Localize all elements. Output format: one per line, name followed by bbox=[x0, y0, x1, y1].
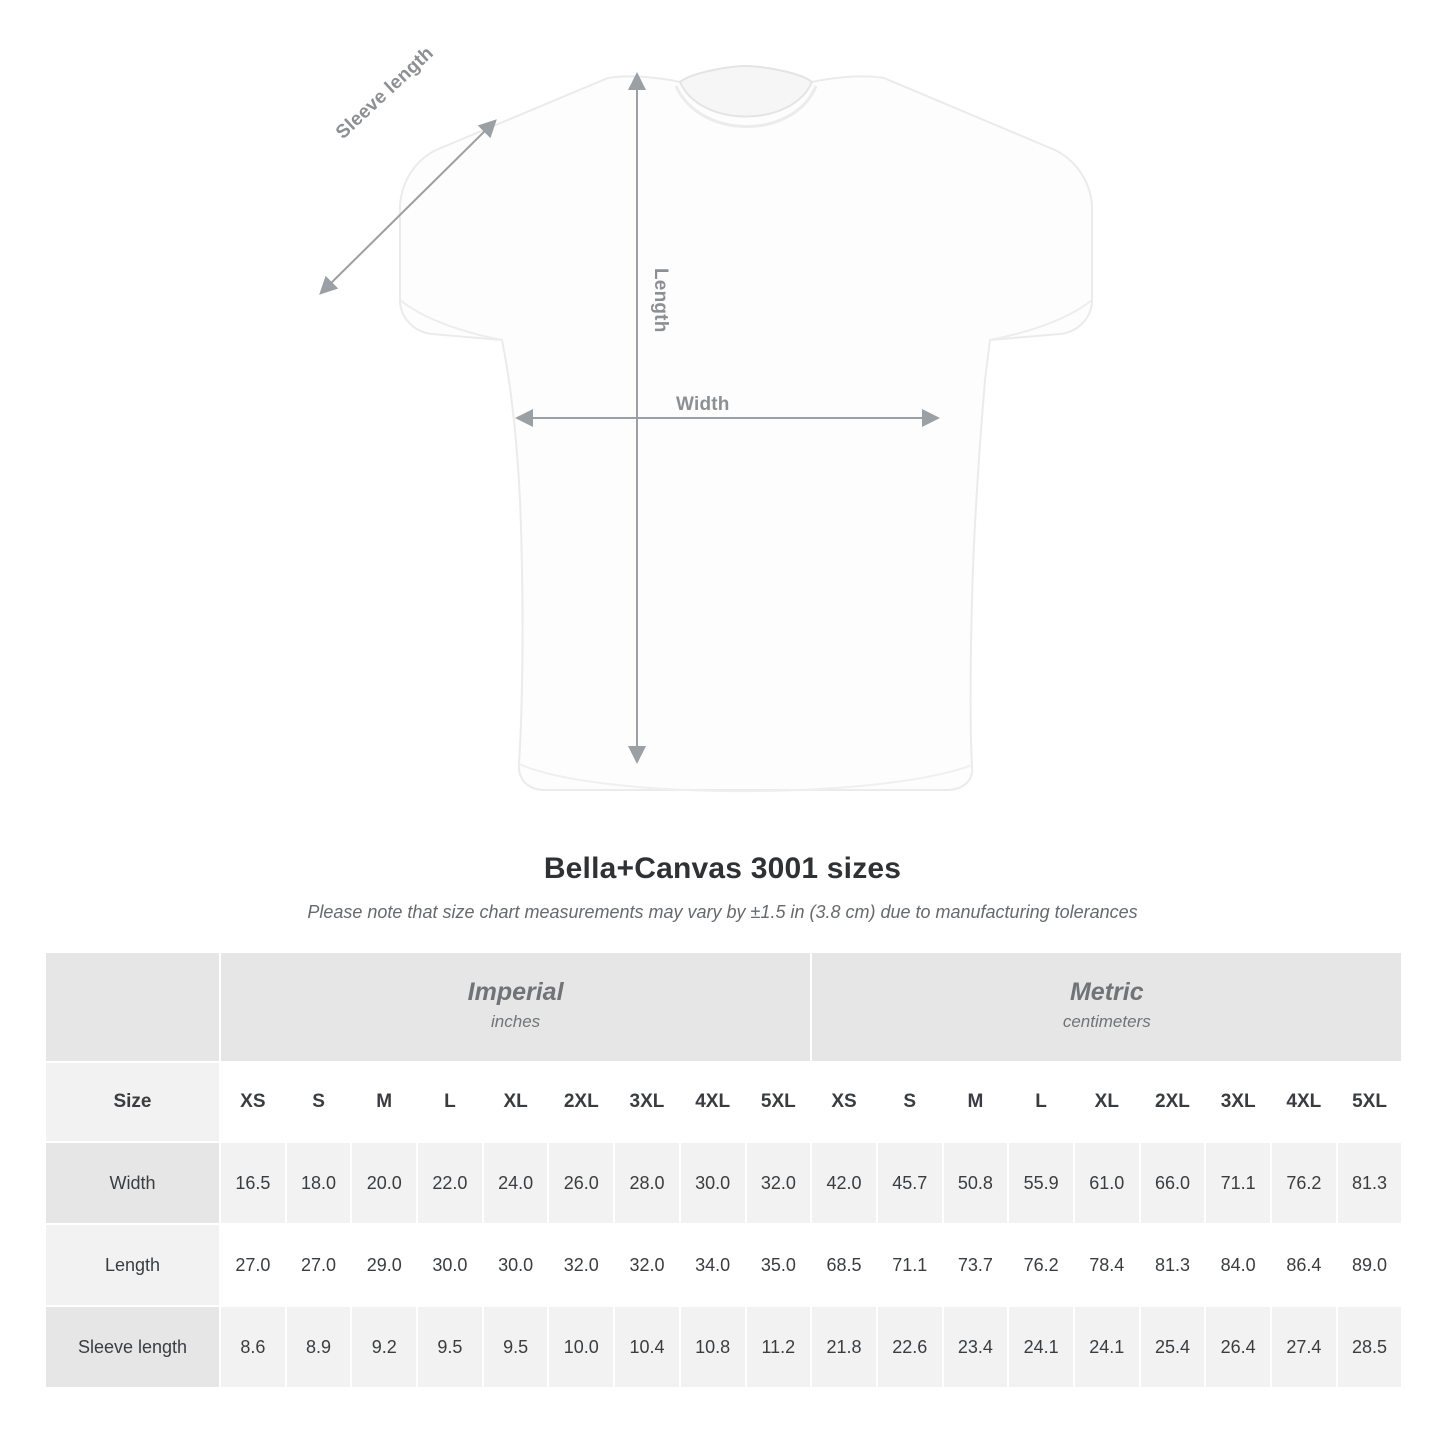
size-cell-s-metric: S bbox=[877, 1062, 943, 1142]
sleeve-xs-cm: 21.8 bbox=[811, 1306, 877, 1388]
length-3xl-cm: 84.0 bbox=[1205, 1224, 1271, 1306]
width-label: Width bbox=[676, 394, 730, 415]
width-m-in: 20.0 bbox=[351, 1142, 417, 1224]
row-label-width: Width bbox=[45, 1142, 220, 1224]
sleeve-5xl-cm: 28.5 bbox=[1337, 1306, 1403, 1388]
length-xl-cm: 78.4 bbox=[1074, 1224, 1140, 1306]
imperial-name: Imperial bbox=[467, 977, 564, 1006]
width-5xl-cm: 81.3 bbox=[1337, 1142, 1403, 1224]
sleeve-5xl-in: 11.2 bbox=[746, 1306, 812, 1388]
sleeve-4xl-in: 10.8 bbox=[680, 1306, 746, 1388]
sleeve-l-in: 9.5 bbox=[417, 1306, 483, 1388]
width-3xl-in: 28.0 bbox=[614, 1142, 680, 1224]
width-s-cm: 45.7 bbox=[877, 1142, 943, 1224]
width-m-cm: 50.8 bbox=[943, 1142, 1009, 1224]
sleeve-m-cm: 23.4 bbox=[943, 1306, 1009, 1388]
size-cell-2xl-imperial: 2XL bbox=[548, 1062, 614, 1142]
metric-name: Metric bbox=[1069, 977, 1144, 1006]
width-s-in: 18.0 bbox=[286, 1142, 352, 1224]
width-2xl-cm: 66.0 bbox=[1140, 1142, 1206, 1224]
sleeve-s-cm: 22.6 bbox=[877, 1306, 943, 1388]
length-xs-cm: 68.5 bbox=[811, 1224, 877, 1306]
sleeve-4xl-cm: 27.4 bbox=[1271, 1306, 1337, 1388]
table-row-width bbox=[45, 1142, 1402, 1224]
length-s-cm: 71.1 bbox=[877, 1224, 943, 1306]
length-label: Length bbox=[650, 268, 671, 333]
size-cell-xl-metric: XL bbox=[1074, 1062, 1140, 1142]
size-cell-4xl-metric: 4XL bbox=[1271, 1062, 1337, 1142]
size-cell-l-imperial: L bbox=[417, 1062, 483, 1142]
row-label-sleeve-length: Sleeve length bbox=[45, 1306, 220, 1388]
sleeve-xl-cm: 24.1 bbox=[1074, 1306, 1140, 1388]
width-xl-in: 24.0 bbox=[483, 1142, 549, 1224]
table-row-sleeve-length bbox=[45, 1306, 1402, 1388]
size-cell-m-imperial: M bbox=[351, 1062, 417, 1142]
sleeve-length-label: Sleeve length bbox=[332, 42, 438, 144]
metric-sub: centimeters bbox=[1062, 1012, 1151, 1032]
width-5xl-in: 32.0 bbox=[746, 1142, 812, 1224]
length-5xl-cm: 89.0 bbox=[1337, 1224, 1403, 1306]
shirt-shape bbox=[400, 66, 1092, 791]
size-cell-l-metric: L bbox=[1008, 1062, 1074, 1142]
length-2xl-cm: 81.3 bbox=[1140, 1224, 1206, 1306]
length-l-in: 30.0 bbox=[417, 1224, 483, 1306]
width-xs-cm: 42.0 bbox=[811, 1142, 877, 1224]
row-label-length: Length bbox=[45, 1224, 220, 1306]
length-s-in: 27.0 bbox=[286, 1224, 352, 1306]
page-title: Bella+Canvas 3001 sizes bbox=[543, 852, 902, 885]
size-table-wrapper bbox=[0, 951, 1445, 1389]
unit-header-imperial bbox=[220, 952, 811, 1062]
unit-header-blank bbox=[45, 952, 220, 1062]
size-cell-xs-metric: XS bbox=[811, 1062, 877, 1142]
size-cell-xl-imperial: XL bbox=[483, 1062, 549, 1142]
sleeve-l-cm: 24.1 bbox=[1008, 1306, 1074, 1388]
width-4xl-cm: 76.2 bbox=[1271, 1142, 1337, 1224]
size-cell-m-metric: M bbox=[943, 1062, 1009, 1142]
length-xl-in: 30.0 bbox=[483, 1224, 549, 1306]
length-4xl-cm: 86.4 bbox=[1271, 1224, 1337, 1306]
width-l-cm: 55.9 bbox=[1008, 1142, 1074, 1224]
size-cell-4xl-imperial: 4XL bbox=[680, 1062, 746, 1142]
size-cell-3xl-imperial: 3XL bbox=[614, 1062, 680, 1142]
size-table bbox=[44, 951, 1403, 1389]
size-cell-xs-imperial: XS bbox=[220, 1062, 286, 1142]
sleeve-s-in: 8.9 bbox=[286, 1306, 352, 1388]
sleeve-2xl-in: 10.0 bbox=[548, 1306, 614, 1388]
tolerance-note: Please note that size chart measurements may vary by ±1.5 in (3.8 cm) due to manufacturing tolerances bbox=[307, 902, 1138, 922]
size-cell-5xl-imperial: 5XL bbox=[746, 1062, 812, 1142]
sleeve-3xl-cm: 26.4 bbox=[1205, 1306, 1271, 1388]
width-l-in: 22.0 bbox=[417, 1142, 483, 1224]
sleeve-2xl-cm: 25.4 bbox=[1140, 1306, 1206, 1388]
length-3xl-in: 32.0 bbox=[614, 1224, 680, 1306]
sleeve-m-in: 9.2 bbox=[351, 1306, 417, 1388]
size-cell-5xl-metric: 5XL bbox=[1337, 1062, 1403, 1142]
width-4xl-in: 30.0 bbox=[680, 1142, 746, 1224]
length-m-cm: 73.7 bbox=[943, 1224, 1009, 1306]
unit-header-metric bbox=[811, 952, 1402, 1062]
width-xl-cm: 61.0 bbox=[1074, 1142, 1140, 1224]
sleeve-xs-in: 8.6 bbox=[220, 1306, 286, 1388]
width-2xl-in: 26.0 bbox=[548, 1142, 614, 1224]
row-label-size: Size bbox=[45, 1062, 220, 1142]
imperial-sub: inches bbox=[491, 1012, 541, 1032]
width-3xl-cm: 71.1 bbox=[1205, 1142, 1271, 1224]
size-cell-s-imperial: S bbox=[286, 1062, 352, 1142]
length-5xl-in: 35.0 bbox=[746, 1224, 812, 1306]
length-l-cm: 76.2 bbox=[1008, 1224, 1074, 1306]
size-cell-3xl-metric: 3XL bbox=[1205, 1062, 1271, 1142]
length-2xl-in: 32.0 bbox=[548, 1224, 614, 1306]
size-cell-2xl-metric: 2XL bbox=[1140, 1062, 1206, 1142]
size-header-row bbox=[45, 1062, 1402, 1142]
length-4xl-in: 34.0 bbox=[680, 1224, 746, 1306]
table-row-length bbox=[45, 1224, 1402, 1306]
width-xs-in: 16.5 bbox=[220, 1142, 286, 1224]
unit-header-row bbox=[45, 952, 1402, 1062]
sleeve-3xl-in: 10.4 bbox=[614, 1306, 680, 1388]
sleeve-xl-in: 9.5 bbox=[483, 1306, 549, 1388]
length-xs-in: 27.0 bbox=[220, 1224, 286, 1306]
length-m-in: 29.0 bbox=[351, 1224, 417, 1306]
title-block bbox=[0, 852, 1445, 923]
